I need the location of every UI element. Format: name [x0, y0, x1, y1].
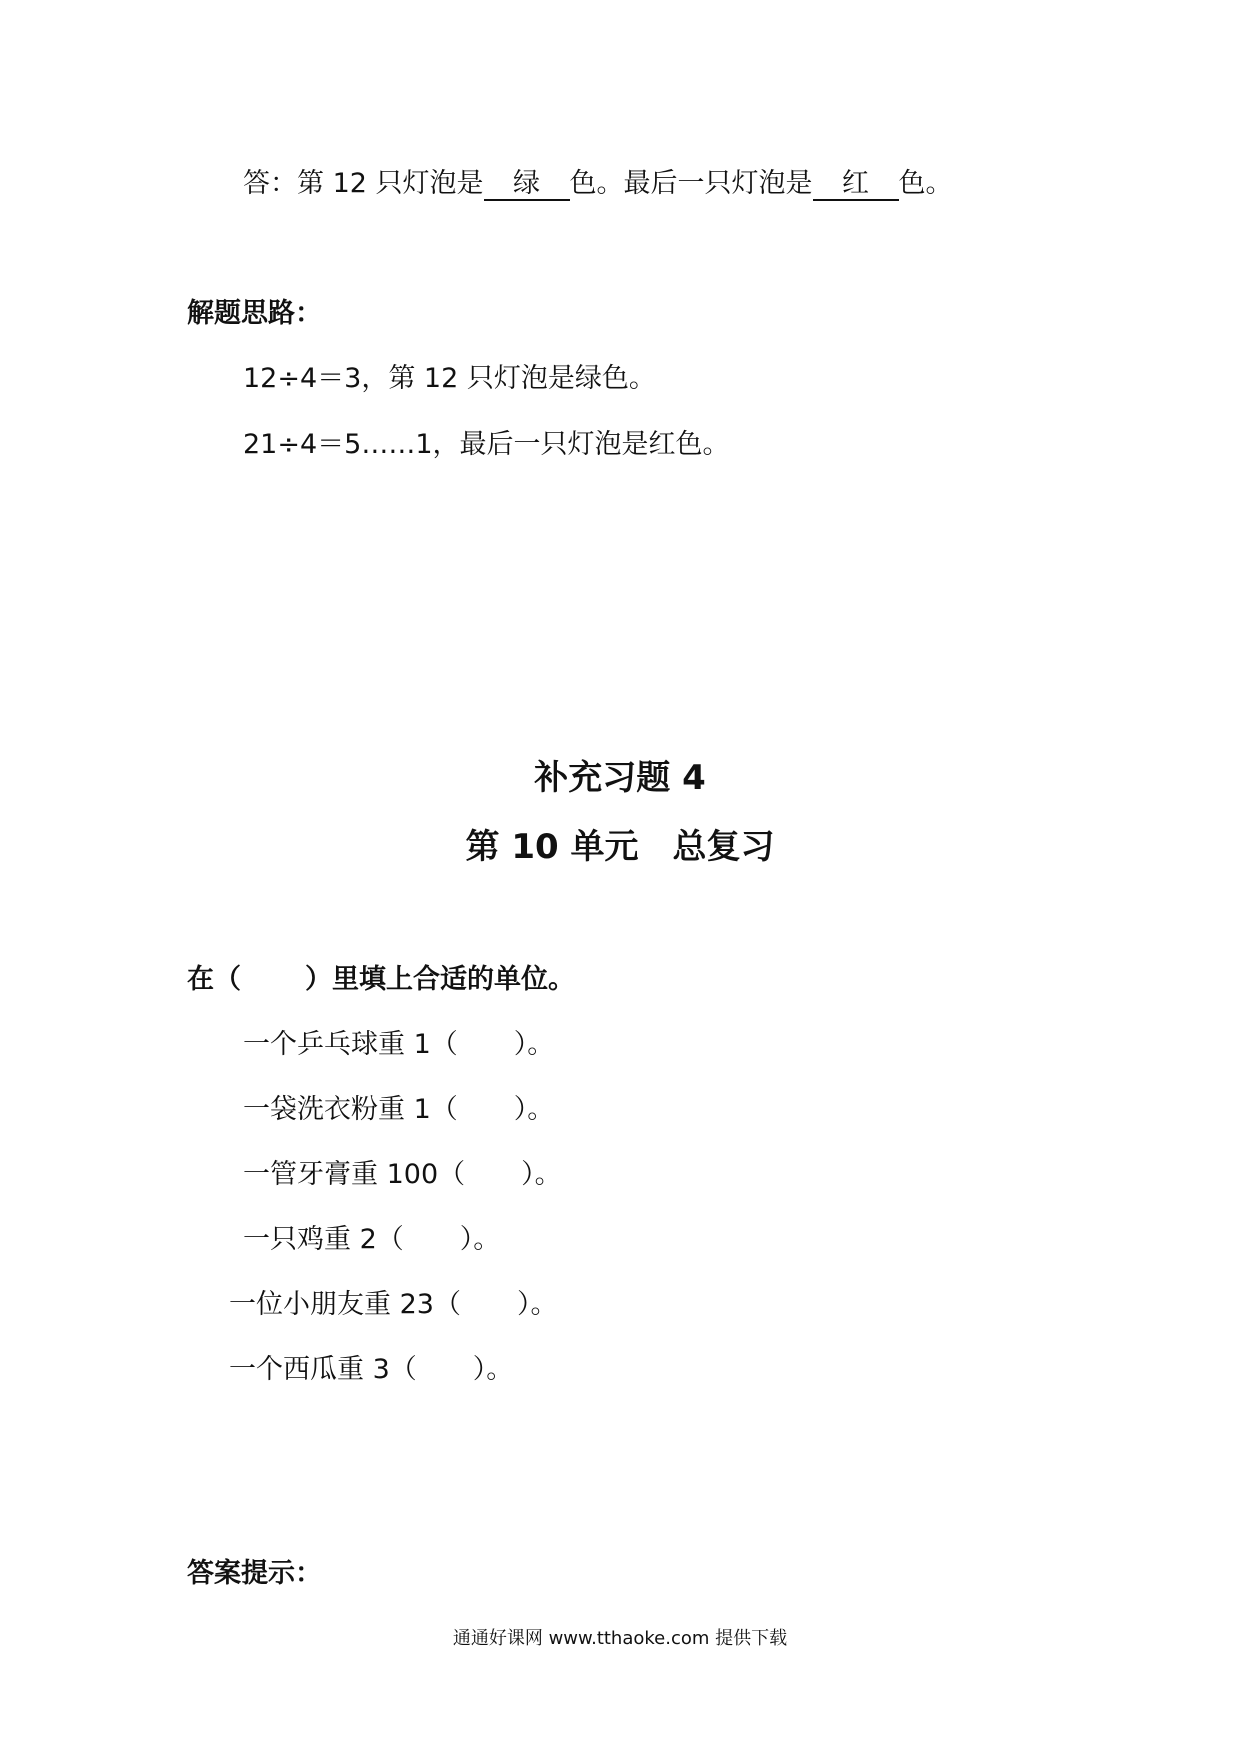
question-item-text: 一袋洗衣粉重 1（: [243, 1094, 458, 1125]
answer-blank-1: 绿: [484, 169, 570, 201]
question-item-end: ）。: [459, 1224, 501, 1255]
question-item-end: ）。: [521, 1159, 562, 1190]
question-item: [229, 1288, 557, 1322]
question-item: [243, 1028, 554, 1062]
question-item-text: 一个乒乓球重 1（: [243, 1029, 458, 1060]
answer-hint-heading: 答案提示：: [187, 1558, 322, 1589]
question-item: [229, 1353, 513, 1387]
answer-suffix: 色。: [898, 168, 953, 199]
question-item-text: 一位小朋友重 23（: [229, 1289, 461, 1320]
question-item-end: ）。: [513, 1094, 555, 1125]
question-item: [243, 1223, 500, 1257]
answer-line: [243, 167, 953, 201]
question-item-end: ）。: [513, 1029, 555, 1060]
page-footer: 通通好课网 www.tthaoke.com 提供下载: [452, 1628, 788, 1649]
solution-line-2: 21÷4＝5……1，最后一只灯泡是红色。: [243, 429, 730, 460]
section-subtitle: 第 10 单元 总复习: [465, 827, 775, 867]
question-item-text: 一管牙膏重 100（: [243, 1159, 466, 1190]
section-title: 补充习题 4: [534, 758, 706, 798]
question-item-text: 一个西瓜重 3（: [229, 1354, 417, 1385]
question-item-end: ）。: [516, 1289, 558, 1320]
question-item-end: ）。: [472, 1354, 514, 1385]
question-prompt-end: ）里填上合适的单位。: [305, 964, 575, 995]
question-item: [243, 1158, 562, 1192]
question-prompt-start: 在（: [187, 964, 241, 995]
answer-blank-2: 红: [813, 169, 899, 201]
question-item-text: 一只鸡重 2（: [243, 1224, 404, 1255]
answer-mid: 色。最后一只灯泡是: [569, 168, 813, 199]
solution-heading: 解题思路：: [187, 298, 322, 329]
question-prompt: [187, 963, 575, 997]
question-item: [243, 1093, 554, 1127]
solution-line-1: 12÷4＝3，第 12 只灯泡是绿色。: [243, 363, 656, 394]
answer-prefix: 答：第 12 只灯泡是: [243, 168, 484, 199]
